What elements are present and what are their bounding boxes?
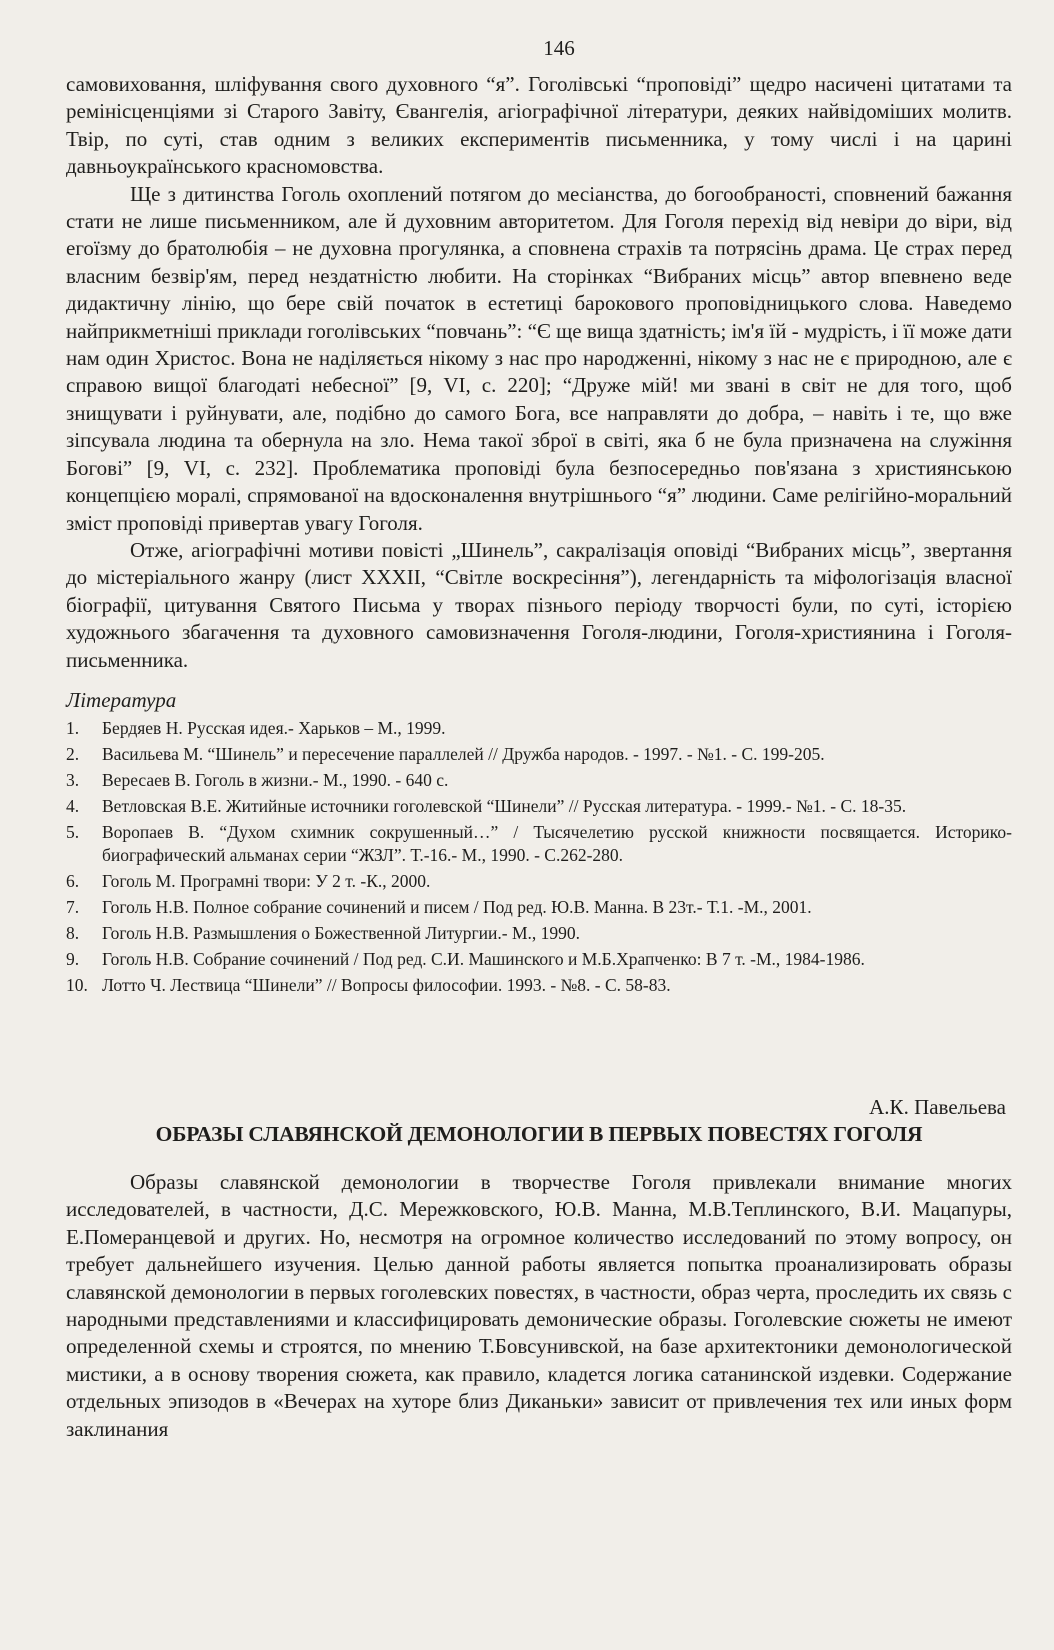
reference-number: 2.: [66, 743, 80, 764]
reference-number: 4.: [66, 795, 80, 816]
reference-item: [66, 821, 1012, 867]
reference-item: [66, 974, 1012, 997]
article-author: А.К. Павельева: [869, 1094, 1006, 1119]
reference-text: Воропаев В. “Духом схимник сокрушенный…” / Тысячелетию русской книжности посвящается. Историко-биографический альманах серии “ЖЗЛ”. Т.-16.- М., 1990. - С.262-280.: [102, 821, 1012, 865]
reference-item: [66, 922, 1012, 945]
page-number: 146: [543, 36, 575, 60]
reference-item: [66, 717, 1012, 740]
reference-list: [66, 717, 1012, 997]
reference-item: [66, 896, 1012, 919]
reference-item: [66, 948, 1012, 971]
document-page: [66, 36, 1012, 1443]
body-paragraph-2: Ще з дитинства Гоголь охоплений потягом до месіанства, до богообраності, сповнений бажання стати не лише письменником, але й духовним авторитетом. Для Гоголя перехід від невіри до віри, від егоїзму до братолюбія – не духовна прогулянка, а сповнена страхів та потрясінь драма. Це страх перед власним безвір'ям, перед нездатністю любити. На сторінках “Вибраних місць” автор впевнено веде дидактичну лінію, що бере свій початок в естетиці барокового проповідницького слова. Наведемо найприкметніші приклади гоголівських “повчань”: “Є ще вища здатність; ім'я їй - мудрість, і її може дати нам один Христос. Вона не наділяється нікому з нас про народженні, нікому з нас не є природною, але є справою вищої благодаті небесної” [9, VI, с. 220]; “Друже мій! ми звані в світ не для того, щоб знищувати і руйнувати, але, подібно до самого Бога, все направляти до добра, – навіть і те, що вже зіпсувала людина та обернула на зло. Нема такої зброї в світі, яка б не була призначена на служіння Богові” [9, VI, с. 232]. Проблематика проповіді була безпосередньо пов'язана з християнською концепцією моралі, спрямованої на вдосконалення внутрішнього “я” людини. Саме релігійно-моральний зміст проповіді привертав увагу Гоголя.: [66, 181, 1012, 535]
reference-text: Гоголь Н.В. Размышления о Божественной Литургии.- М., 1990.: [102, 922, 581, 943]
reference-text: Ветловская В.Е. Житийные источники гоголевской “Шинели” // Русская литература. - 1999.- №1. - С. 18-35.: [102, 795, 907, 816]
reference-text: Гоголь М. Програмні твори: У 2 т. -К., 2000.: [102, 870, 431, 891]
reference-number: 7.: [66, 896, 80, 917]
body-paragraph-3: Отже, агіографічні мотиви повісті „Шинель”, сакралізація оповіді “Вибраних місць”, звертання до містеріального жанру (лист XXXII, “Світле воскресіння”), легендарність та міфологізація власної біографії, цитування Святого Письма у творах пізнього періоду творчості були, по суті, історією художнього збагачення та духовного самовизначення Гоголя-людини, Гоголя-християнина і Гоголя-письменника.: [66, 537, 1012, 672]
reference-item: [66, 870, 1012, 893]
literature-heading: Література: [66, 687, 177, 712]
reference-number: 5.: [66, 821, 80, 842]
reference-item: [66, 795, 1012, 818]
reference-number: 9.: [66, 948, 80, 969]
reference-number: 6.: [66, 870, 80, 891]
reference-text: Васильева М. “Шинель” и пересечение параллелей // Дружба народов. - 1997. - №1. - С. 199-205.: [102, 743, 825, 764]
reference-text: Лотто Ч. Лествица “Шинели” // Вопросы философии. 1993. - №8. - С. 58-83.: [102, 974, 671, 995]
reference-number: 8.: [66, 922, 80, 943]
article-title: ОБРАЗЫ СЛАВЯНСКОЙ ДЕМОНОЛОГИИ В ПЕРВЫХ ПОВЕСТЯХ ГОГОЛЯ: [155, 1121, 923, 1146]
reference-text: Гоголь Н.В. Собрание сочинений / Под ред. С.И. Машинского и М.Б.Храпченко: В 7 т. -М., 1984-1986.: [102, 948, 865, 969]
body-paragraph-1: самовиховання, шліфування свого духовного “я”. Гоголівські “проповіді” щедро насичені цитатами та ремінісценціями зі Старого Завіту, Євангелія, агіографічної літератури, деяких найвідоміших молитв. Твір, по суті, став одним з великих експериментів письменника, у тому числі і на царині давньоукраїнського красномовства.: [66, 72, 1012, 179]
reference-number: 10.: [66, 974, 88, 995]
reference-number: 1.: [66, 717, 80, 738]
reference-text: Вересаев В. Гоголь в жизни.- М., 1990. - 640 с.: [102, 769, 449, 790]
reference-text: Бердяев Н. Русская идея.- Харьков – М., 1999.: [102, 717, 446, 738]
reference-text: Гоголь Н.В. Полное собрание сочинений и писем / Под ред. Ю.В. Манна. В 23т.- Т.1. -М., 2001.: [102, 896, 812, 917]
reference-item: [66, 743, 1012, 766]
reference-number: 3.: [66, 769, 80, 790]
article-paragraph: Образы славянской демонологии в творчестве Гоголя привлекали внимание многих исследователей, в частности, Д.С. Мережковского, Ю.В. Манна, М.В.Теплинского, В.И. Мацапуры, Е.Померанцевой и других. Но, несмотря на огромное количество исследований по этому вопросу, он требует дальнейшего изучения. Целью данной работы является попытка проанализировать образы славянской демонологии в первых гоголевских повестях, в частности, образ черта, проследить их связь с народными представлениями и классифицировать демонические образы. Гоголевские сюжеты не имеют определенной схемы и строятся, по мнению Т.Бовсунивской, на базе архитектоники демонологической мистики, а в основу творения сюжета, как правило, кладется логика сатанинской издевки. Содержание отдельных эпизодов в «Вечерах на хуторе близ Диканьки» зависит от привлечения тех или иных форм заклинания: [66, 1169, 1012, 1441]
reference-item: [66, 769, 1012, 792]
